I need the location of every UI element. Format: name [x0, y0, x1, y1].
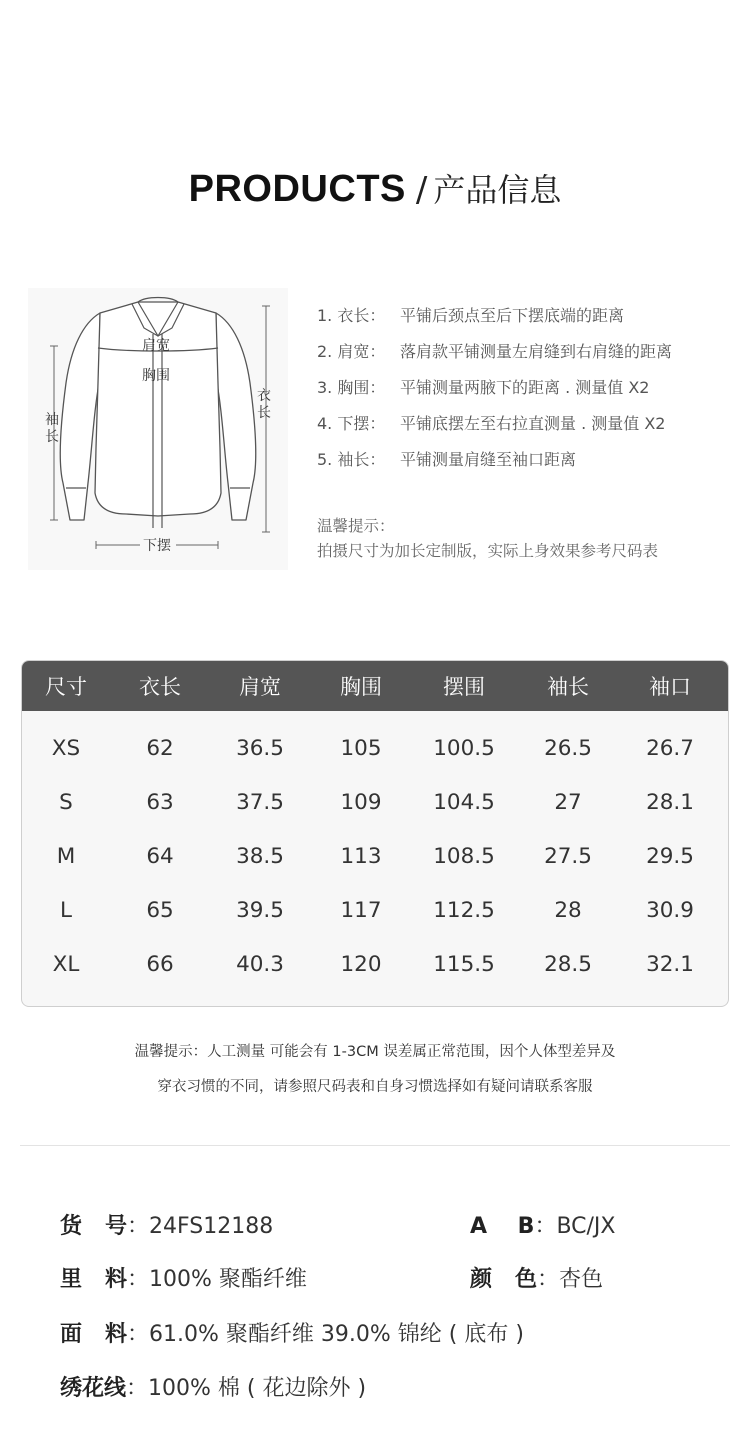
table-cell: 26.7 — [646, 735, 694, 761]
colon: ： — [536, 1267, 559, 1292]
title-chinese: 产品信息 — [433, 171, 562, 209]
colon: ： — [126, 1322, 149, 1347]
table-cell: S — [59, 789, 73, 815]
table-cell: 28 — [554, 897, 582, 923]
shirt-illustration — [28, 288, 288, 570]
header-cell-sleeve: 袖长 — [547, 675, 589, 699]
table-cell: 117 — [340, 897, 382, 923]
length-label-2: 长 — [257, 405, 271, 421]
measure-label: 4. 下摆： — [317, 413, 386, 433]
table-cell: XS — [51, 735, 81, 761]
table-cell: 27 — [554, 789, 582, 815]
color-value: 杏色 — [559, 1267, 604, 1292]
colon: ： — [126, 1214, 149, 1239]
measurement-note — [0, 1040, 750, 1110]
colon: ： — [534, 1214, 557, 1239]
table-cell: 40.3 — [236, 951, 284, 977]
header-cell-chest: 胸围 — [340, 675, 382, 699]
measure-item — [317, 440, 737, 476]
table-cell: L — [60, 897, 72, 923]
table-cell: XL — [52, 951, 80, 977]
table-row — [22, 775, 728, 829]
chest-label: 胸围 — [142, 368, 170, 384]
measure-item — [317, 332, 737, 368]
measure-label: 2. 肩宽： — [317, 341, 386, 361]
measure-desc: 平铺后颈点至后下摆底端的距离 — [400, 305, 625, 325]
header-cell-hem: 摆围 — [443, 675, 485, 699]
section-divider — [20, 1145, 730, 1146]
table-cell: 113 — [340, 843, 382, 869]
fabric-value: 61.0% 聚酯纤维 39.0% 锦纶 ( 底布 ) — [149, 1322, 524, 1347]
ab-row — [470, 1209, 616, 1240]
table-row — [22, 829, 728, 883]
fabric-row — [60, 1317, 524, 1348]
table-cell: 105 — [340, 735, 382, 761]
measure-desc: 平铺底摆左至右拉直测量 . 测量值 X2 — [400, 413, 666, 433]
photo-tip — [317, 514, 658, 564]
table-cell: 115.5 — [433, 951, 495, 977]
header-cell-shoulder: 肩宽 — [239, 675, 281, 699]
item-number-label: 货 号 — [60, 1214, 127, 1239]
sleeve-label-2: 长 — [45, 429, 59, 445]
colon: ： — [126, 1376, 149, 1401]
table-row — [22, 937, 728, 991]
color-row — [470, 1262, 603, 1293]
table-row — [22, 883, 728, 937]
note-line-2: 穿衣习惯的不同，请参照尺码表和自身习惯选择如有疑问请联系客服 — [157, 1079, 593, 1095]
table-cell: 38.5 — [236, 843, 284, 869]
colon: ： — [126, 1267, 149, 1292]
measure-desc: 平铺测量两腋下的距离 . 测量值 X2 — [400, 377, 650, 397]
table-cell: 36.5 — [236, 735, 284, 761]
table-cell: 109 — [340, 789, 382, 815]
page-title — [0, 165, 750, 211]
sleeve-label-1: 袖 — [45, 412, 59, 428]
table-cell: 32.1 — [646, 951, 694, 977]
length-label-1: 衣 — [257, 388, 271, 404]
shoulder-label: 肩宽 — [142, 338, 170, 354]
measure-desc: 平铺测量肩缝至袖口距离 — [400, 449, 577, 469]
lining-row — [60, 1262, 307, 1293]
table-cell: 27.5 — [544, 843, 592, 869]
header-cell-length: 衣长 — [139, 675, 181, 699]
table-cell: 63 — [146, 789, 174, 815]
shirt-diagram — [28, 288, 288, 570]
measure-label: 1. 衣长： — [317, 305, 386, 325]
header-cell-cuff: 袖口 — [649, 675, 691, 699]
table-cell: 37.5 — [236, 789, 284, 815]
embroidery-value: 100% 棉 ( 花边除外 ) — [148, 1376, 367, 1401]
table-body — [22, 711, 728, 991]
tip-title: 温馨提示： — [317, 517, 395, 535]
table-cell: M — [56, 843, 76, 869]
table-cell: 30.9 — [646, 897, 694, 923]
table-cell: 28.1 — [646, 789, 694, 815]
table-cell: 28.5 — [544, 951, 592, 977]
item-number-row — [60, 1209, 273, 1240]
table-cell: 29.5 — [646, 843, 694, 869]
header-cell-size: 尺寸 — [45, 675, 87, 699]
table-cell: 66 — [146, 951, 174, 977]
table-cell: 112.5 — [433, 897, 495, 923]
measure-desc: 落肩款平铺测量左肩缝到右肩缝的距离 — [400, 341, 673, 361]
table-header — [22, 661, 728, 711]
tip-text: 拍摄尺寸为加长定制版，实际上身效果参考尺码表 — [317, 542, 659, 560]
embroidery-row — [60, 1371, 366, 1402]
table-cell: 39.5 — [236, 897, 284, 923]
color-label: 颜 色 — [470, 1267, 537, 1292]
table-cell: 120 — [340, 951, 382, 977]
table-cell: 104.5 — [433, 789, 495, 815]
table-cell: 108.5 — [433, 843, 495, 869]
hem-label: 下摆 — [143, 538, 171, 554]
ab-value: BC/JX — [556, 1214, 616, 1239]
measure-label: 3. 胸围： — [317, 377, 386, 397]
fabric-label: 面 料 — [60, 1322, 127, 1347]
measure-label: 5. 袖长： — [317, 449, 386, 469]
table-cell: 65 — [146, 897, 174, 923]
title-english: PRODUCTS — [188, 168, 406, 210]
measure-item — [317, 296, 737, 332]
item-number-value: 24FS12188 — [149, 1214, 274, 1239]
lining-label: 里 料 — [60, 1267, 127, 1292]
table-cell: 62 — [146, 735, 174, 761]
measurement-guide — [317, 296, 737, 476]
title-separator: / — [415, 170, 428, 210]
measure-item — [317, 404, 737, 440]
measure-item — [317, 368, 737, 404]
table-row — [22, 721, 728, 775]
size-table — [21, 660, 729, 1007]
table-cell: 100.5 — [433, 735, 495, 761]
table-cell: 26.5 — [544, 735, 592, 761]
lining-value: 100% 聚酯纤维 — [149, 1267, 307, 1292]
ab-label: A B — [470, 1214, 535, 1239]
table-cell: 64 — [146, 843, 174, 869]
embroidery-label: 绣花线 — [60, 1376, 127, 1401]
note-line-1: 温馨提示：人工测量 可能会有 1-3CM 误差属正常范围，因个人体型差异及 — [134, 1044, 616, 1060]
